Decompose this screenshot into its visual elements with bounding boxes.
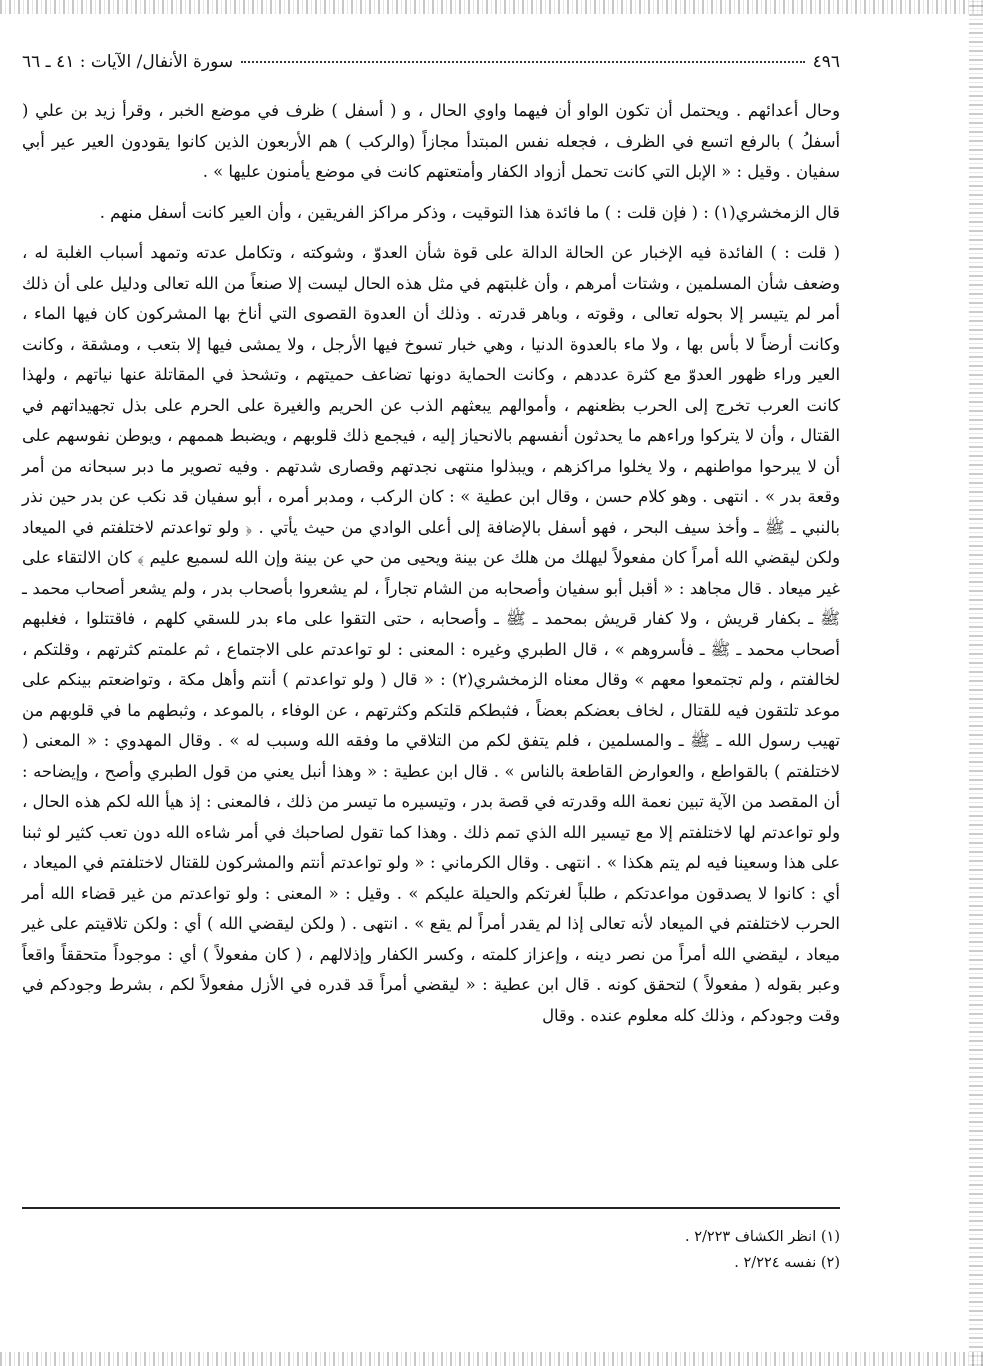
running-title: سورة الأنفال/ الآيات : ٤١ ـ ٦٦ bbox=[22, 52, 234, 72]
paragraph-3: ( قلت : ) الفائدة فيه الإخبار عن الحالة الدالة على قوة شأن العدوّ ، وشوكته ، وتكامل عدته وتمهد أسباب الغلبة له ، وضعف شأن المسلمين ، وشتات أمرهم ، وأن غلبتهم في مثل هذه الحال ليست إلا صنعاً من الله تعالى ودليل على أن ذلك أمر لم يتيسر إلا بحوله تعالى ، وقوته ، وباهر قدرته . وذلك أن العدوة القصوى التي أناخ بها المشركون كان فيها الماء ، وكانت أرضاً لا بأس بها ، ولا ماء بالعدوة الدنيا ، وهي خبار تسوخ فيها الأرجل ، ولا يمشى فيها إلا بتعب ، ومشقة ، وكانت العير وراء ظهور العدوّ مع كثرة عددهم ، وكانت الحماية دونها تضاعف حميتهم ، وتشحذ في المقاتلة عنها نياتهم ، ولهذا كانت العرب تخرج إلى الحرب بظعنهم ، وأموالهم يبعثهم الذب عن الحريم والغيرة على الحرم على بذل تجهيداتهم في القتال ، وأن لا يتركوا وراءهم ما يحدثون أنفسهم بالانحياز إليه ، فيجمع ذلك قلوبهم ، ويضبط هممهم ، ويوطن نفوسهم على أن لا يبرحوا مواطنهم ، ولا يخلوا مراكزهم ، ويبذلوا منتهى نجدتهم وقصارى شدتهم . وفيه تصوير ما دبر سبحانه من أمر وقعة بدر » . انتهى . وهو كلام حسن ، وقال ابن عطية » : كان الركب ، ومدبر أمره ، أبو سفيان قد نكب عن بدر حين نذر بالنبي ـ ﷺ ـ وأخذ سيف البحر ، فهو أسفل بالإضافة إلى أعلى الوادي من حيث يأتي . ﴿ ولو تواعدتم لاختلفتم في الميعاد ولكن ليقضي الله أمراً كان مفعولاً ليهلك من هلك عن بينة ويحيى من حي عن بينة وإن الله لسميع عليم ﴾ كان الالتقاء على غير ميعاد . قال مجاهد : « أقبل أبو سفيان وأصحابه من الشام تجاراً ، لم يشعروا بأصحاب بدر ، ولم يشعر أصحاب محمد ـ ﷺ ـ بكفار قريش ، ولا كفار قريش بمحمد ـ ﷺ ـ وأصحابه ، حتى التقوا على ماء بدر للسقي كلهم ، فاقتتلوا ، فغلبهم أصحاب محمد ـ ﷺ ـ فأسروهم » ، قال الطبري وغيره : المعنى : لو تواعدتم على الاجتماع ، ثم علمتم كثرتهم ، وقلتكم ، لخالفتم ، ولم تجتمعوا معهم » وقال معناه الزمخشري(٢) : « قال ( ولو تواعدتم ) أنتم وأهل مكة ، وتواضعتم بينكم على موعد تلتقون فيه للقتال ، لخاف بعضكم بعضاً ، فثبطكم قلتكم وكثرتهم ، عن الوفاء ، بالموعد ، وثبطهم ما في قلوبهم من تهيب رسول الله ـ ﷺ ـ والمسلمين ، فلم يتفق لكم من التلاقي ما وفقه الله وسبب له » . وقال المهدوي : « المعنى ( لاختلفتم ) بالقواطع ، والعوارض القاطعة بالناس » . قال ابن عطية : « وهذا أنبل يعني من قول الطبري وأصح ، وإيضاحه : أن المقصد من الآية تبين نعمة الله وقدرته في قصة بدر ، وتيسيره ما تيسر من ذلك ، فالمعنى : إذ هيأ الله لكم هذه الحال ، ولو تواعدتم لها لاختلفتم إلا مع تيسير الله الذي تمم ذلك . وهذا كما تقول لصاحبك في أمر شاءه الله دون تعب كثير لو ثبنا على هذا وسعينا فيه لم يتم هكذا » . انتهى . وقال الكرماني : « ولو تواعدتم أنتم والمشركون للقتال لاختلفتم في الميعاد ، أي : كانوا لا يصدقون مواعدتكم ، طلباً لغرتكم والحيلة عليكم » . وقيل : « المعنى : ولو تواعدتم من غير قضاء الله أمر الحرب لاختلفتم في الميعاد لأنه تعالى إذا لم يقدر أمراً لم يقع » . انتهى . ( ولكن ليقضي الله ) أي : ولكن تلاقيتم على غير ميعاد ، ليقضي الله أمراً من نصر دينه ، وإعزاز كلمته ، وكسر الكفار وإذلالهم ، ( كان مفعولاً ) أي : موجوداً متحققاً واقعاً وعبر بقوله ( مفعولاً ) لتحقق كونه . قال ابن عطية : « ليقضي أمراً قد قدره في الأزل مفعولاً لكم ، بشرط وجودكم في وقت وجودكم ، وذلك كله معلوم عنده . وقال bbox=[22, 243, 840, 1025]
footnote-1: (١) انظر الكشاف ٢/٢٢٣ . bbox=[684, 1229, 840, 1245]
running-header bbox=[22, 52, 840, 82]
scan-edge-bottom bbox=[0, 1352, 983, 1366]
footnotes bbox=[22, 1224, 840, 1276]
footnote-divider bbox=[22, 1207, 840, 1209]
book-page bbox=[22, 52, 840, 1041]
paragraph-2: قال الزمخشري(١) : ( فإن قلت : ) ما فائدة هذا التوقيت ، وذكر مراكز الفريقين ، وأن العير كانت أسفل منهم . bbox=[99, 202, 840, 222]
header-dot-leader bbox=[241, 61, 804, 63]
page-number: ٤٩٦ bbox=[812, 52, 840, 72]
main-text bbox=[22, 96, 840, 1031]
scan-edge-top bbox=[0, 0, 983, 14]
scan-edge-right bbox=[969, 0, 983, 1366]
paragraph-1: وحال أعدائهم . ويحتمل أن تكون الواو أن فيهما واوي الحال ، و ( أسفل ) ظرف في موضع الخبر ، وقرأ زيد بن علي ( أسفلُ ) بالرفع اتسع في الظرف ، فجعله نفس المبتدأ مجازاً (والركب ) هم الأربعون الذين كانوا يقودون العير عير أبي سفيان . وقيل : « الإبل التي كانت تحمل أزواد الكفار وأمتعتهم كانت في موضع يأمنون عليها » . bbox=[22, 101, 840, 181]
footnote-2: (٢) نفسه ٢/٢٢٤ . bbox=[734, 1255, 840, 1271]
